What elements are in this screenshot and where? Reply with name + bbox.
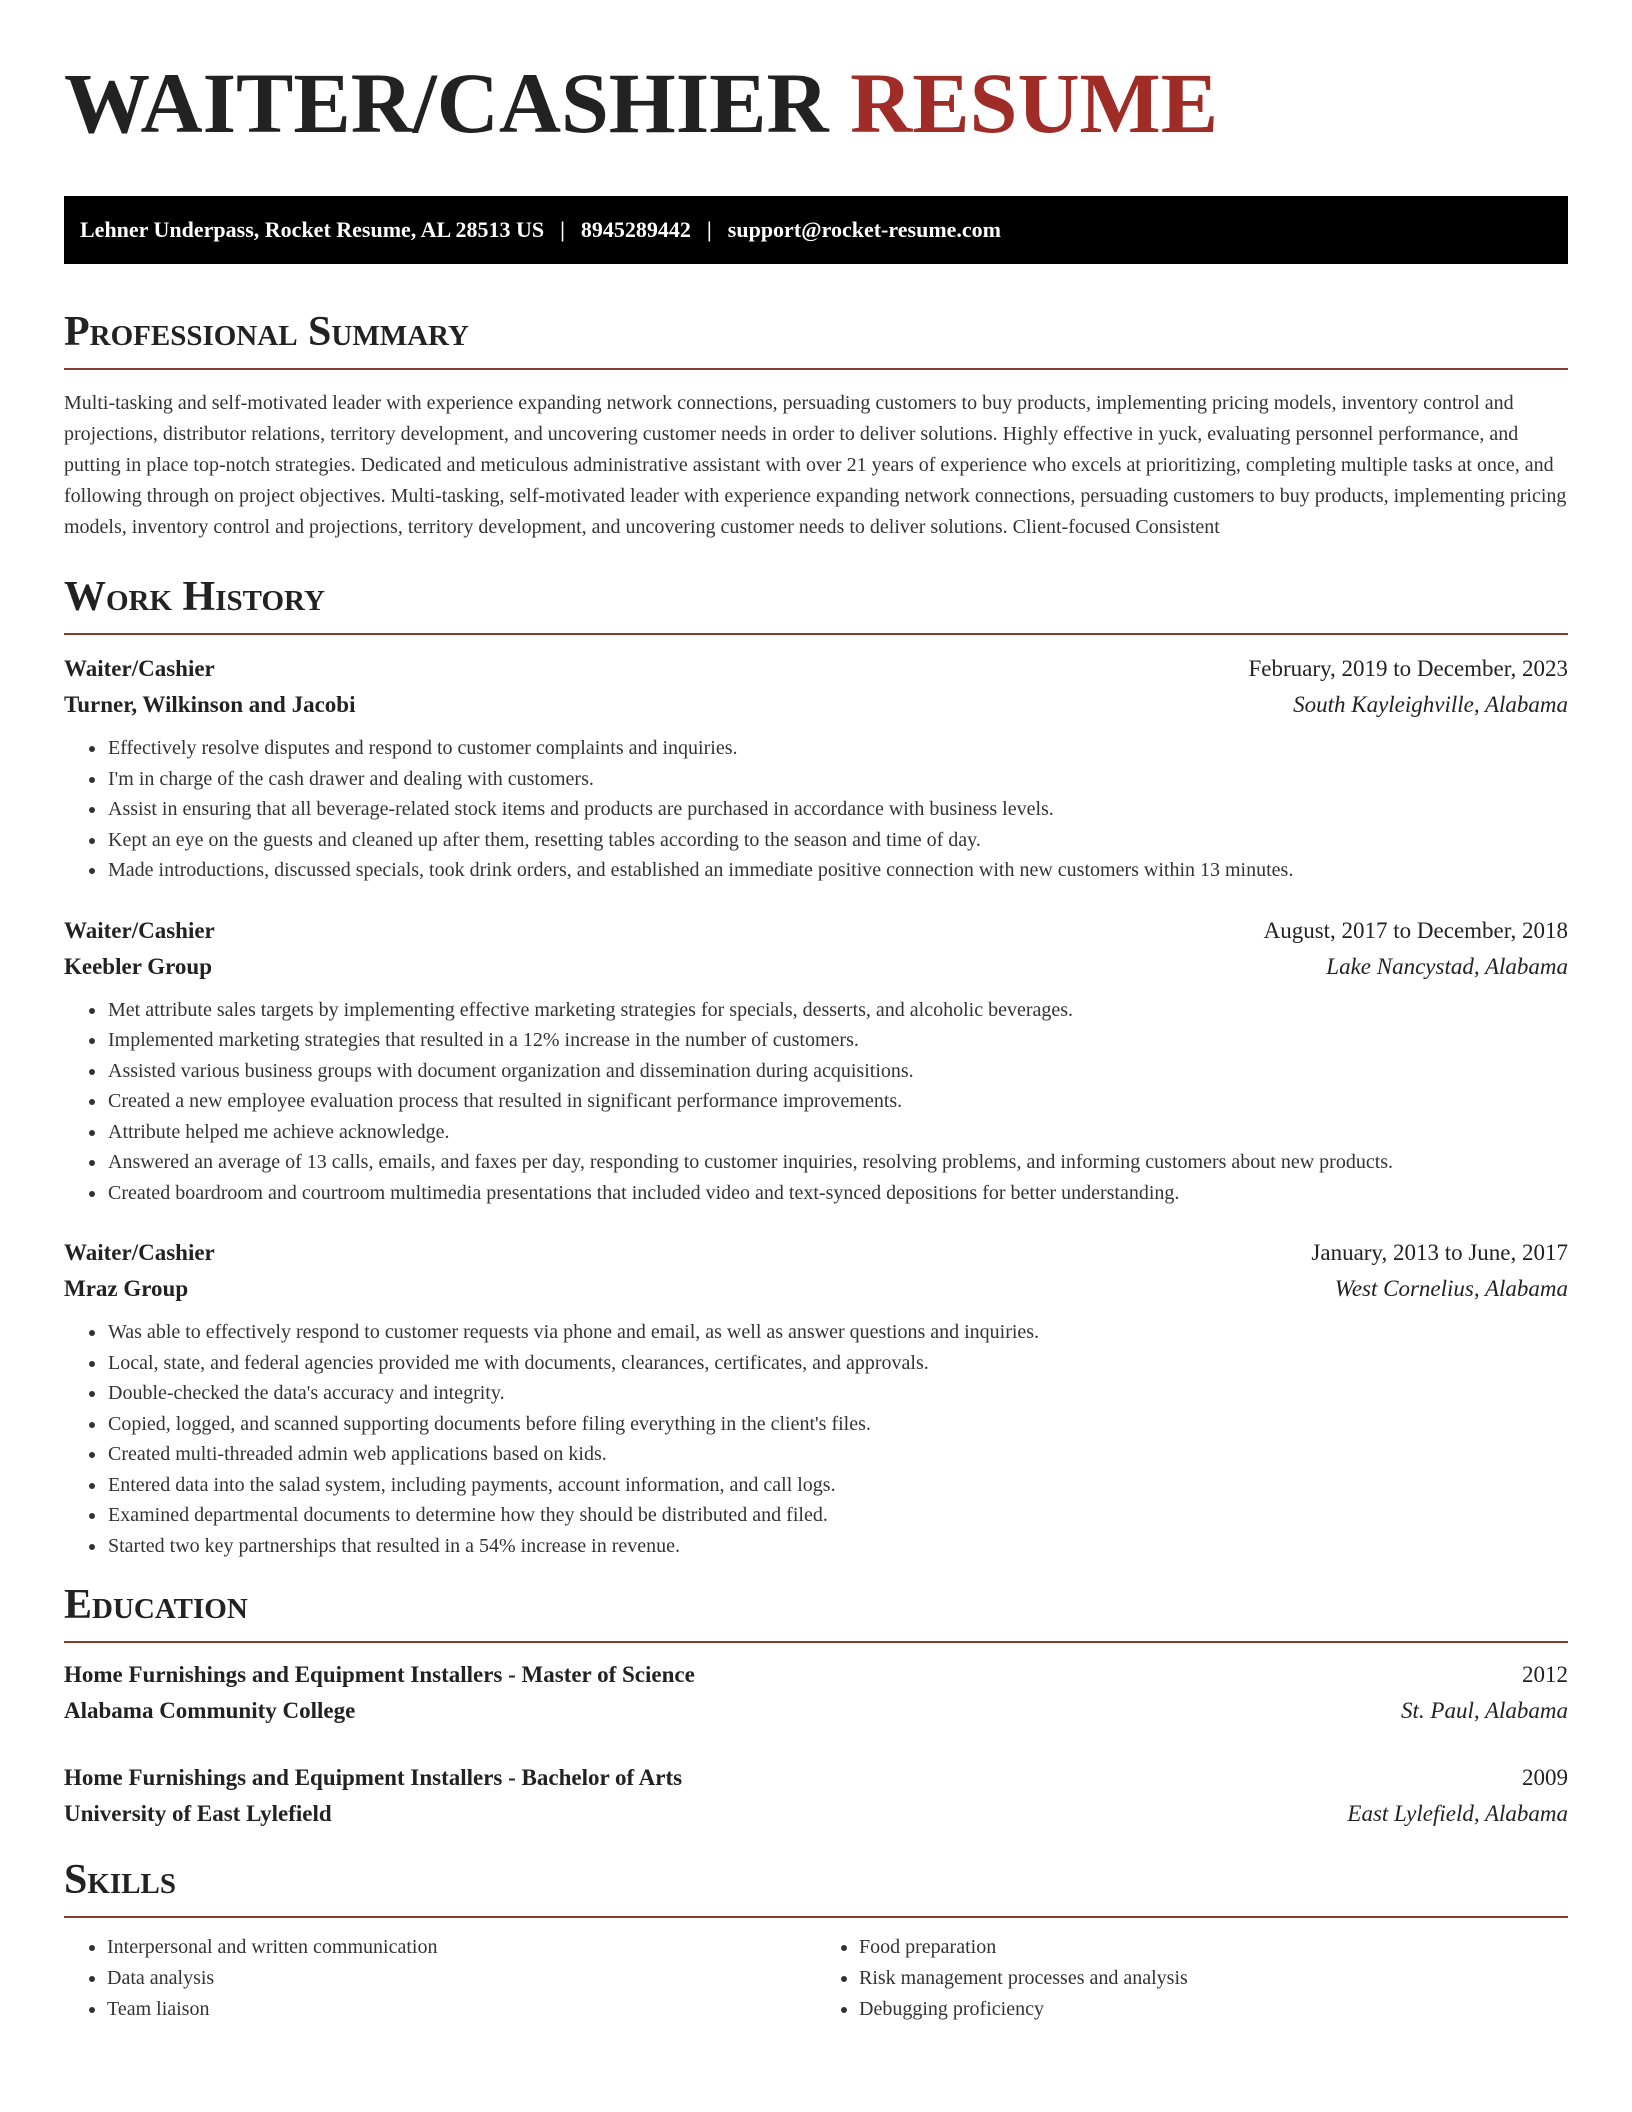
job-bullet: • Entered data into the salad system, including payments, account information, and call logs.	[107, 1470, 1568, 1501]
section-divider	[64, 1641, 1568, 1643]
resume-title	[64, 0, 1568, 154]
job-title-row	[64, 651, 1568, 687]
job-bullet: • Local, state, and federal agencies provided me with documents, clearances, certificates, and approvals.	[107, 1348, 1568, 1379]
title-accent: RESUME	[850, 55, 1219, 151]
job-dates: August, 2017 to December, 2018	[1263, 917, 1568, 943]
section-heading-summary: Professional Summary	[64, 309, 469, 355]
job-company-row	[64, 687, 1568, 723]
section-heading-skills: Skills	[64, 1857, 177, 1903]
section-divider	[64, 368, 1568, 370]
job-bullet: • Was able to effectively respond to customer requests via phone and email, as well as answer questions and inquiries.	[107, 1317, 1568, 1348]
section-heading-work: Work History	[64, 574, 325, 620]
contact-separator: |	[560, 217, 565, 242]
job-bullet: • Answered an average of 13 calls, emails, and faxes per day, responding to customer inquiries, resolving problems, and informing customers about new products.	[107, 1147, 1568, 1178]
job-bullet: • Met attribute sales targets by implementing effective marketing strategies for specials, desserts, and alcoholic beverages.	[107, 995, 1568, 1026]
job-bullet: • Implemented marketing strategies that resulted in a 12% increase in the number of customers.	[107, 1025, 1568, 1056]
education-year: 2009	[1522, 1765, 1568, 1790]
section-divider	[64, 1916, 1568, 1918]
job-title-row	[64, 1235, 1568, 1271]
education-degree-row	[64, 1760, 1568, 1796]
job-company: Turner, Wilkinson and Jacobi	[64, 692, 356, 717]
job-entry	[64, 651, 1568, 886]
skill-item: • Interpersonal and written communication	[107, 1932, 816, 1963]
contact-address: Lehner Underpass, Rocket Resume, AL 28513 US	[80, 217, 545, 242]
skill-item: • Food preparation	[859, 1932, 1568, 1963]
contact-phone: 8945289442	[580, 217, 691, 242]
job-bullet: • Effectively resolve disputes and respond to customer complaints and inquiries.	[107, 733, 1568, 764]
job-bullets	[64, 995, 1568, 1209]
job-location: South Kayleighville, Alabama	[1293, 692, 1568, 717]
skill-item: • Data analysis	[107, 1963, 816, 1994]
education-school: Alabama Community College	[64, 1698, 356, 1723]
work-section	[64, 571, 1568, 1561]
job-bullets	[64, 733, 1568, 886]
job-bullet: • Kept an eye on the guests and cleaned up after them, resetting tables according to the season and time of day.	[107, 825, 1568, 856]
education-degree: Home Furnishings and Equipment Installers - Master of Science	[64, 1662, 695, 1687]
job-title: Waiter/Cashier	[64, 656, 215, 681]
job-bullet: • Double-checked the data's accuracy and integrity.	[107, 1378, 1568, 1409]
education-entry	[64, 1657, 1568, 1729]
job-location: West Cornelius, Alabama	[1334, 1276, 1568, 1301]
job-dates: February, 2019 to December, 2023	[1248, 656, 1568, 681]
education-entry	[64, 1760, 1568, 1832]
contact-bar	[64, 196, 1568, 264]
education-section	[64, 1579, 1568, 1832]
job-bullet: • Started two key partnerships that resulted in a 54% increase in revenue.	[107, 1531, 1568, 1562]
job-bullet: • Created a new employee evaluation process that resulted in significant performance improvements.	[107, 1086, 1568, 1117]
job-bullet: • Copied, logged, and scanned supporting documents before filing everything in the client's files.	[107, 1409, 1568, 1440]
job-location: Lake Nancystad, Alabama	[1326, 953, 1568, 979]
section-heading-education: Education	[64, 1582, 248, 1628]
job-bullet: • Assisted various business groups with document organization and dissemination during acquisitions.	[107, 1056, 1568, 1087]
job-dates: January, 2013 to June, 2017	[1311, 1240, 1568, 1265]
job-company-row	[64, 949, 1568, 985]
education-school-row	[64, 1796, 1568, 1832]
job-bullet: • Attribute helped me achieve acknowledge.	[107, 1117, 1568, 1148]
skill-item: • Risk management processes and analysis	[859, 1963, 1568, 1994]
education-degree-row	[64, 1657, 1568, 1693]
skills-section	[64, 1854, 1568, 2025]
job-company: Keebler Group	[64, 953, 213, 979]
section-divider	[64, 633, 1568, 635]
job-bullet: • Assist in ensuring that all beverage-related stock items and products are purchased in accordance with business levels.	[107, 794, 1568, 825]
skill-item: • Team liaison	[107, 1994, 816, 2025]
skills-list-left	[64, 1932, 816, 2025]
job-entry	[64, 1235, 1568, 1561]
job-company: Mraz Group	[64, 1276, 189, 1301]
job-bullets	[64, 1317, 1568, 1561]
education-location: St. Paul, Alabama	[1401, 1698, 1568, 1723]
job-bullet: • Examined departmental documents to determine how they should be distributed and filed.	[107, 1500, 1568, 1531]
job-title: Waiter/Cashier	[64, 917, 215, 943]
education-school-row	[64, 1693, 1568, 1729]
job-bullet: • Created multi-threaded admin web applications based on kids.	[107, 1439, 1568, 1470]
job-bullet: • Made introductions, discussed specials, took drink orders, and established an immediate positive connection with new customers within 13 minutes.	[107, 855, 1568, 886]
skill-item: • Debugging proficiency	[859, 1994, 1568, 2025]
job-title: Waiter/Cashier	[64, 1240, 215, 1265]
job-entry	[64, 913, 1568, 1209]
skills-columns	[64, 1932, 1568, 2025]
job-bullet: • Created boardroom and courtroom multimedia presentations that included video and text-synced depositions for better understanding.	[107, 1178, 1568, 1209]
education-degree: Home Furnishings and Equipment Installers - Bachelor of Arts	[64, 1765, 683, 1790]
contact-email: support@rocket-resume.com	[727, 217, 1001, 242]
summary-section	[64, 306, 1568, 543]
title-main: WAITER/CASHIER	[64, 55, 829, 151]
summary-text: Multi-tasking and self-motivated leader with experience expanding network connections, persuading customers to buy products, implementing pricing models, inventory control and projections, distributor relations, territory development, and uncovering customer needs in order to deliver solutions. Highly effective in yuck, evaluating personnel performance, and putting in place top-notch strategies. Dedicated and meticulous administrative assistant with over 21 years of experience who excels at prioritizing, completing multiple tasks at once, and following through on project objectives. Multi-tasking, self-motivated leader with experience expanding network connections, persuading customers to buy products, implementing pricing models, inventory control and projections, territory development, and uncovering customer needs to deliver solutions. Client-focused Consistent	[64, 392, 1567, 538]
education-location: East Lylefield, Alabama	[1347, 1801, 1568, 1826]
skills-list-right	[816, 1932, 1568, 2025]
education-year: 2012	[1522, 1662, 1568, 1687]
contact-separator: |	[706, 217, 712, 242]
job-company-row	[64, 1271, 1568, 1307]
education-school: University of East Lylefield	[64, 1801, 332, 1826]
job-bullet: • I'm in charge of the cash drawer and dealing with customers.	[107, 764, 1568, 795]
job-title-row	[64, 913, 1568, 949]
